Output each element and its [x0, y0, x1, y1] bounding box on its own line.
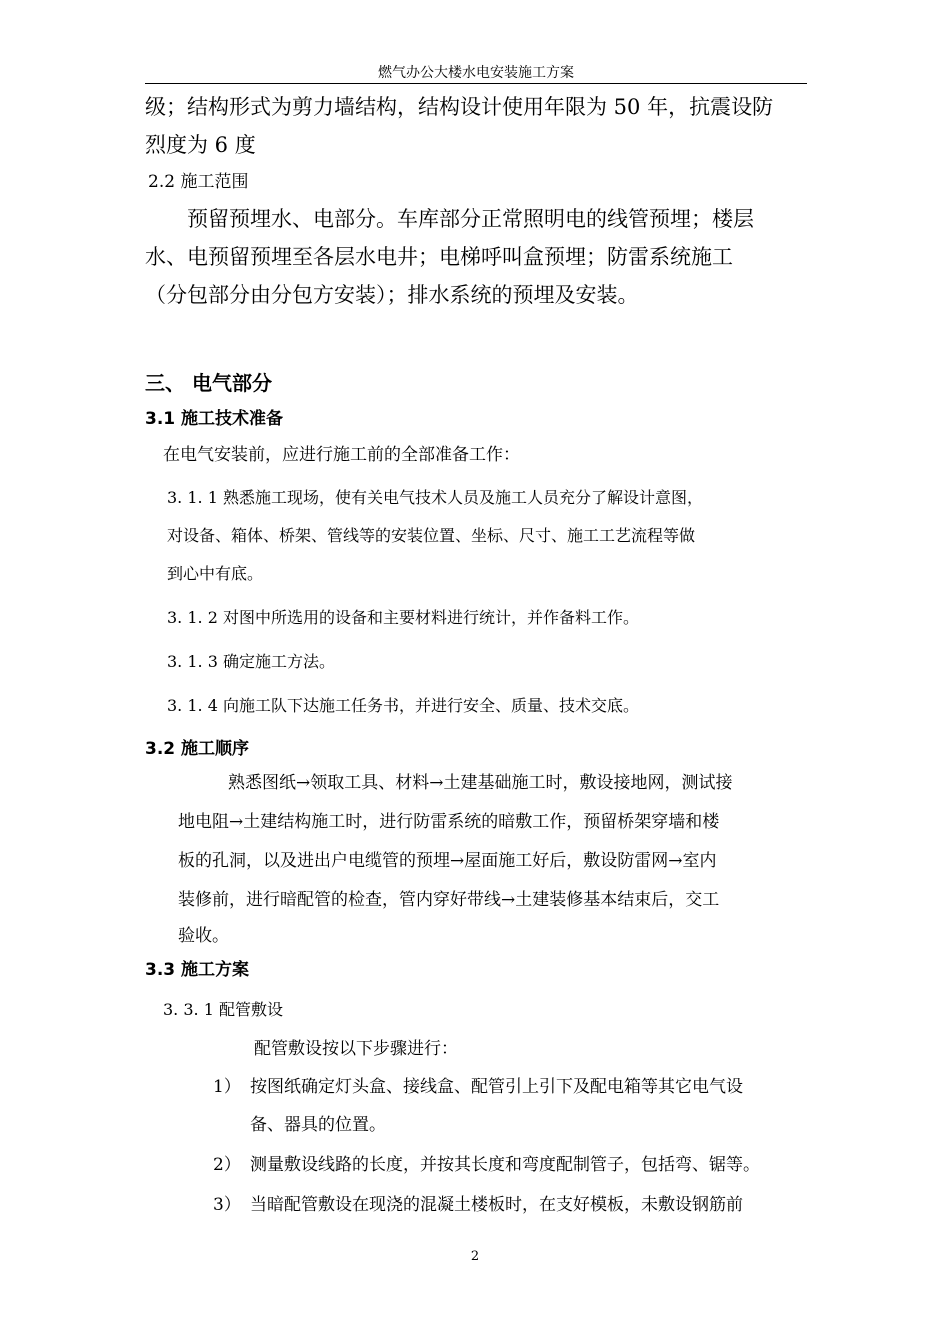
- step-2-number: 2）: [213, 1155, 241, 1175]
- step-1-number: 1）: [213, 1077, 241, 1097]
- section-3-heading: 三、 电气部分: [145, 371, 272, 395]
- s31-item1-line2: 对设备、箱体、桥架、管线等的安装位置、坐标、尺寸、施工工艺流程等做: [167, 526, 696, 545]
- s32-line-1: 熟悉图纸→领取工具、材料→土建基础施工时，敷设接地网，测试接: [228, 773, 733, 793]
- s31-intro: 在电气安装前，应进行施工前的全部准备工作：: [163, 445, 520, 465]
- section-3-1-heading: 3.1 施工技术准备: [145, 409, 284, 429]
- s22-line-1: 预留预埋水、电部分。车库部分正常照明电的线管预埋；楼层: [187, 207, 754, 231]
- s32-line-2: 地电阻→土建结构施工时，进行防雷系统的暗敷工作，预留桥架穿墙和楼: [178, 812, 720, 832]
- step-2-line-1: 测量敷设线路的长度，并按其长度和弯度配制管子，包括弯、锯等。: [250, 1155, 760, 1175]
- section-2-2-heading: 2.2 施工范围: [148, 172, 249, 192]
- s33-intro: 配管敷设按以下步骤进行：: [254, 1039, 458, 1059]
- intro-line-1: 级；结构形式为剪力墙结构，结构设计使用年限为 50 年，抗震设防: [145, 95, 774, 119]
- s31-item4: 3. 1. 4 向施工队下达施工任务书，并进行安全、质量、技术交底。: [167, 696, 639, 715]
- section-3-3-heading: 3.3 施工方案: [145, 960, 250, 980]
- s32-line-5: 验收。: [178, 926, 229, 946]
- page-number: 2: [470, 1249, 480, 1264]
- header-rule: [145, 83, 807, 84]
- step-3-number: 3）: [213, 1195, 241, 1215]
- s31-item1-line3: 到心中有底。: [167, 564, 264, 583]
- s32-line-3: 板的孔洞，以及进出户电缆管的预埋→屋面施工好后，敷设防雷网→室内: [178, 851, 717, 871]
- intro-line-2: 烈度为 6 度: [145, 133, 256, 157]
- s22-line-2: 水、电预留预埋至各层水电井；电梯呼叫盒预埋；防雷系统施工: [145, 245, 733, 269]
- step-1-line-1: 按图纸确定灯头盒、接线盒、配管引上引下及配电箱等其它电气设: [250, 1077, 743, 1097]
- section-3-2-heading: 3.2 施工顺序: [145, 739, 250, 759]
- s31-item1-line1: 3. 1. 1 熟悉施工现场，使有关电气技术人员及施工人员充分了解设计意图，: [167, 488, 703, 507]
- s32-line-4: 装修前，进行暗配管的检查，管内穿好带线→土建装修基本结束后，交工: [178, 890, 720, 910]
- s31-item3: 3. 1. 3 确定施工方法。: [167, 652, 335, 671]
- step-1-line-2: 备、器具的位置。: [250, 1115, 386, 1135]
- s31-item2: 3. 1. 2 对图中所选用的设备和主要材料进行统计，并作备料工作。: [167, 608, 639, 627]
- running-header: 燃气办公大楼水电安装施工方案: [378, 65, 574, 81]
- s22-line-3: （分包部分由分包方安装）；排水系统的预埋及安装。: [145, 283, 639, 307]
- s33-sub-heading: 3. 3. 1 配管敷设: [163, 1000, 283, 1019]
- step-3-line-1: 当暗配管敷设在现浇的混凝土楼板时，在支好模板，未敷设钢筋前: [250, 1195, 743, 1215]
